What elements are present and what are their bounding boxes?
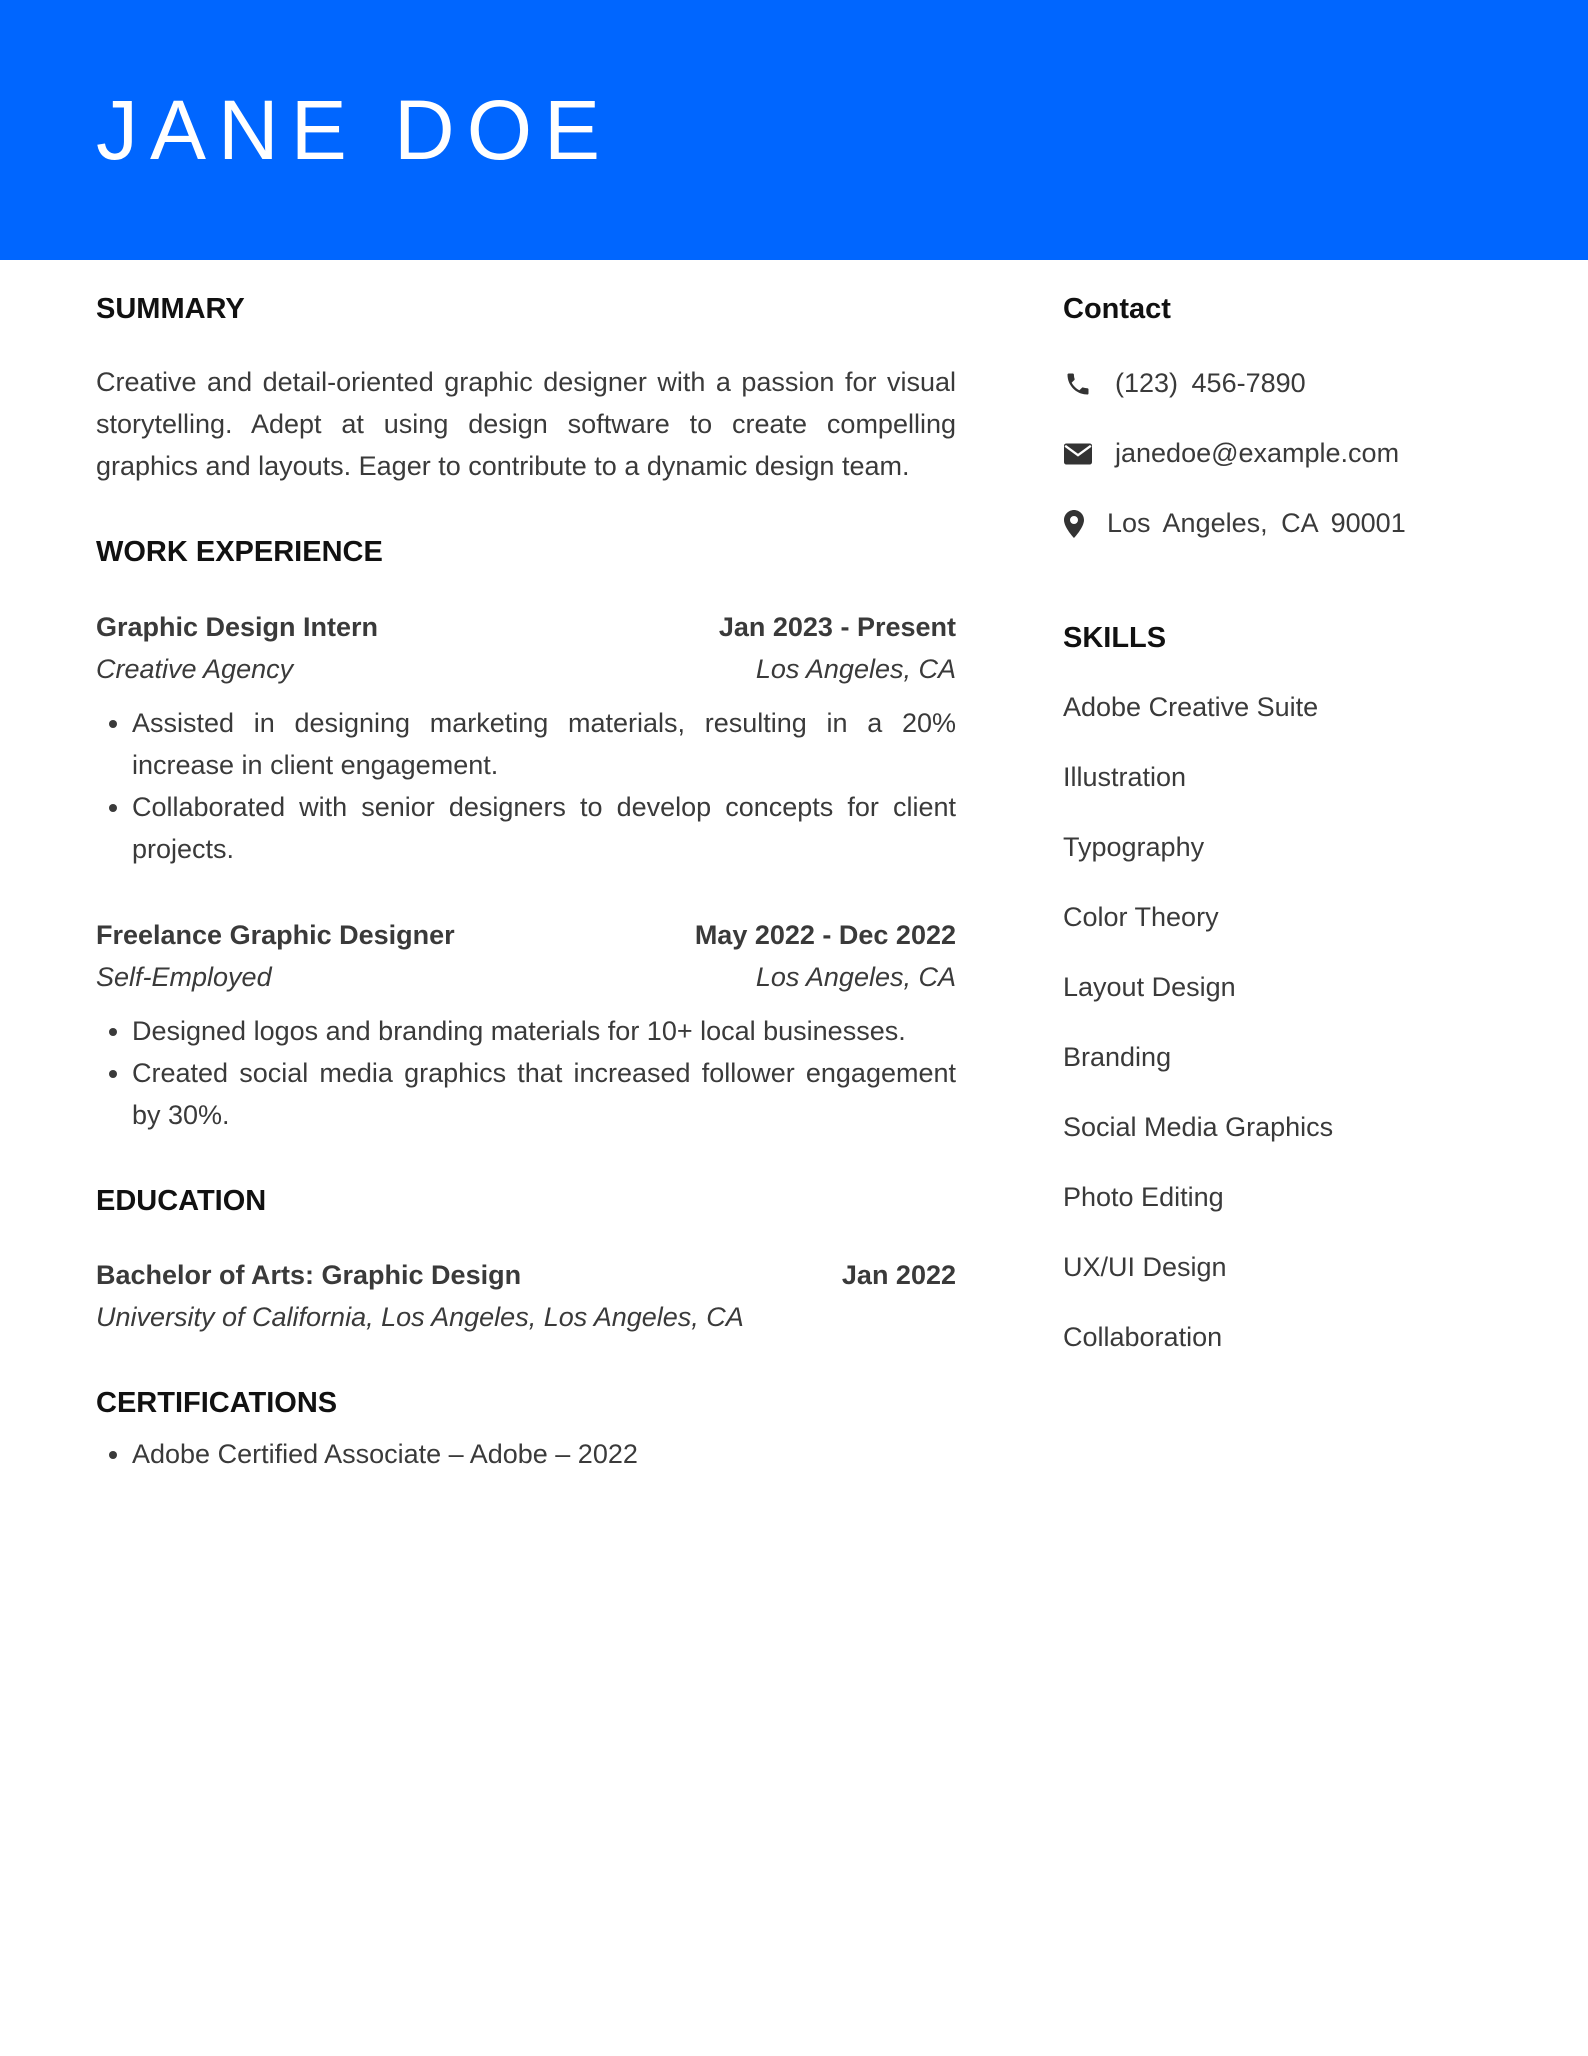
degree: Bachelor of Arts: Graphic Design [96, 1260, 522, 1291]
skills-section [1063, 621, 1523, 1358]
job-bullet: • Designed logos and branding materials for 10+ local businesses. [132, 1010, 956, 1052]
contact-email [1063, 433, 1523, 475]
certifications-section [96, 1386, 956, 1475]
certification-item: • Adobe Certified Associate – Adobe – 2022 [132, 1433, 956, 1475]
job-role: Graphic Design Intern [96, 611, 379, 642]
skill-item: Layout Design [1063, 971, 1236, 1002]
candidate-name: JANE DOE [96, 83, 613, 177]
skill-item: Illustration [1063, 761, 1187, 792]
job-entry [96, 606, 956, 870]
education-heading: EDUCATION [96, 1184, 267, 1217]
phone-icon [1063, 369, 1093, 399]
job-location: Los Angeles, CA [755, 653, 956, 684]
header-banner [0, 0, 1588, 260]
job-location: Los Angeles, CA [755, 961, 956, 992]
work-experience-section [96, 535, 956, 1136]
certifications-heading: CERTIFICATIONS [96, 1387, 338, 1420]
job-role: Freelance Graphic Designer [96, 919, 455, 950]
contact-phone [1063, 363, 1523, 405]
contact-location [1063, 503, 1523, 545]
sidebar-column [1063, 292, 1523, 1386]
skill-item: Social Media Graphics [1063, 1111, 1334, 1142]
job-dates: May 2022 - Dec 2022 [694, 919, 956, 950]
job-bullets [96, 702, 956, 870]
skill-item: UX/UI Design [1063, 1251, 1227, 1282]
job-bullet: • Created social media graphics that increased follower engagement by 30%. [132, 1052, 956, 1136]
summary-section [96, 292, 956, 487]
skill-item: Typography [1063, 831, 1205, 862]
education-entry [96, 1254, 956, 1338]
skills-heading: SKILLS [1063, 621, 1167, 654]
location-text: Los Angeles, CA 90001 [1107, 508, 1406, 539]
skill-item: Photo Editing [1063, 1181, 1224, 1212]
skill-item: Adobe Creative Suite [1063, 691, 1319, 722]
skill-item: Color Theory [1063, 901, 1219, 932]
skill-item: Branding [1063, 1041, 1172, 1072]
education-date: Jan 2022 [841, 1260, 956, 1291]
job-bullets [96, 1010, 956, 1136]
summary-heading: SUMMARY [96, 293, 245, 325]
email-address[interactable]: janedoe@example.com [1115, 438, 1400, 469]
contact-heading: Contact [1063, 293, 1171, 325]
map-pin-icon [1063, 509, 1085, 539]
work-experience-heading: WORK EXPERIENCE [96, 535, 383, 568]
job-bullet: • Collaborated with senior designers to develop concepts for client projects. [132, 786, 956, 870]
phone-number[interactable]: (123) 456-7890 [1115, 368, 1306, 399]
summary-text: Creative and detail-oriented graphic designer with a passion for visual storytelling. Adept at using design software to create compelling graphics and layouts. Eager to contribute to a dynamic design team. [96, 366, 956, 481]
school: University of California, Los Angeles, Los Angeles, CA [96, 1302, 744, 1333]
envelope-icon [1063, 439, 1093, 469]
contact-section [1063, 292, 1523, 545]
certification-list [96, 1433, 956, 1475]
job-company: Creative Agency [96, 653, 294, 684]
job-company: Self-Employed [96, 961, 272, 992]
skills-list [1063, 686, 1523, 1358]
education-section [96, 1184, 956, 1339]
main-column [96, 292, 956, 1475]
job-entry [96, 914, 956, 1136]
job-dates: Jan 2023 - Present [718, 611, 956, 642]
job-bullet: • Assisted in designing marketing materials, resulting in a 20% increase in client engagement. [132, 702, 956, 786]
skill-item: Collaboration [1063, 1321, 1223, 1352]
